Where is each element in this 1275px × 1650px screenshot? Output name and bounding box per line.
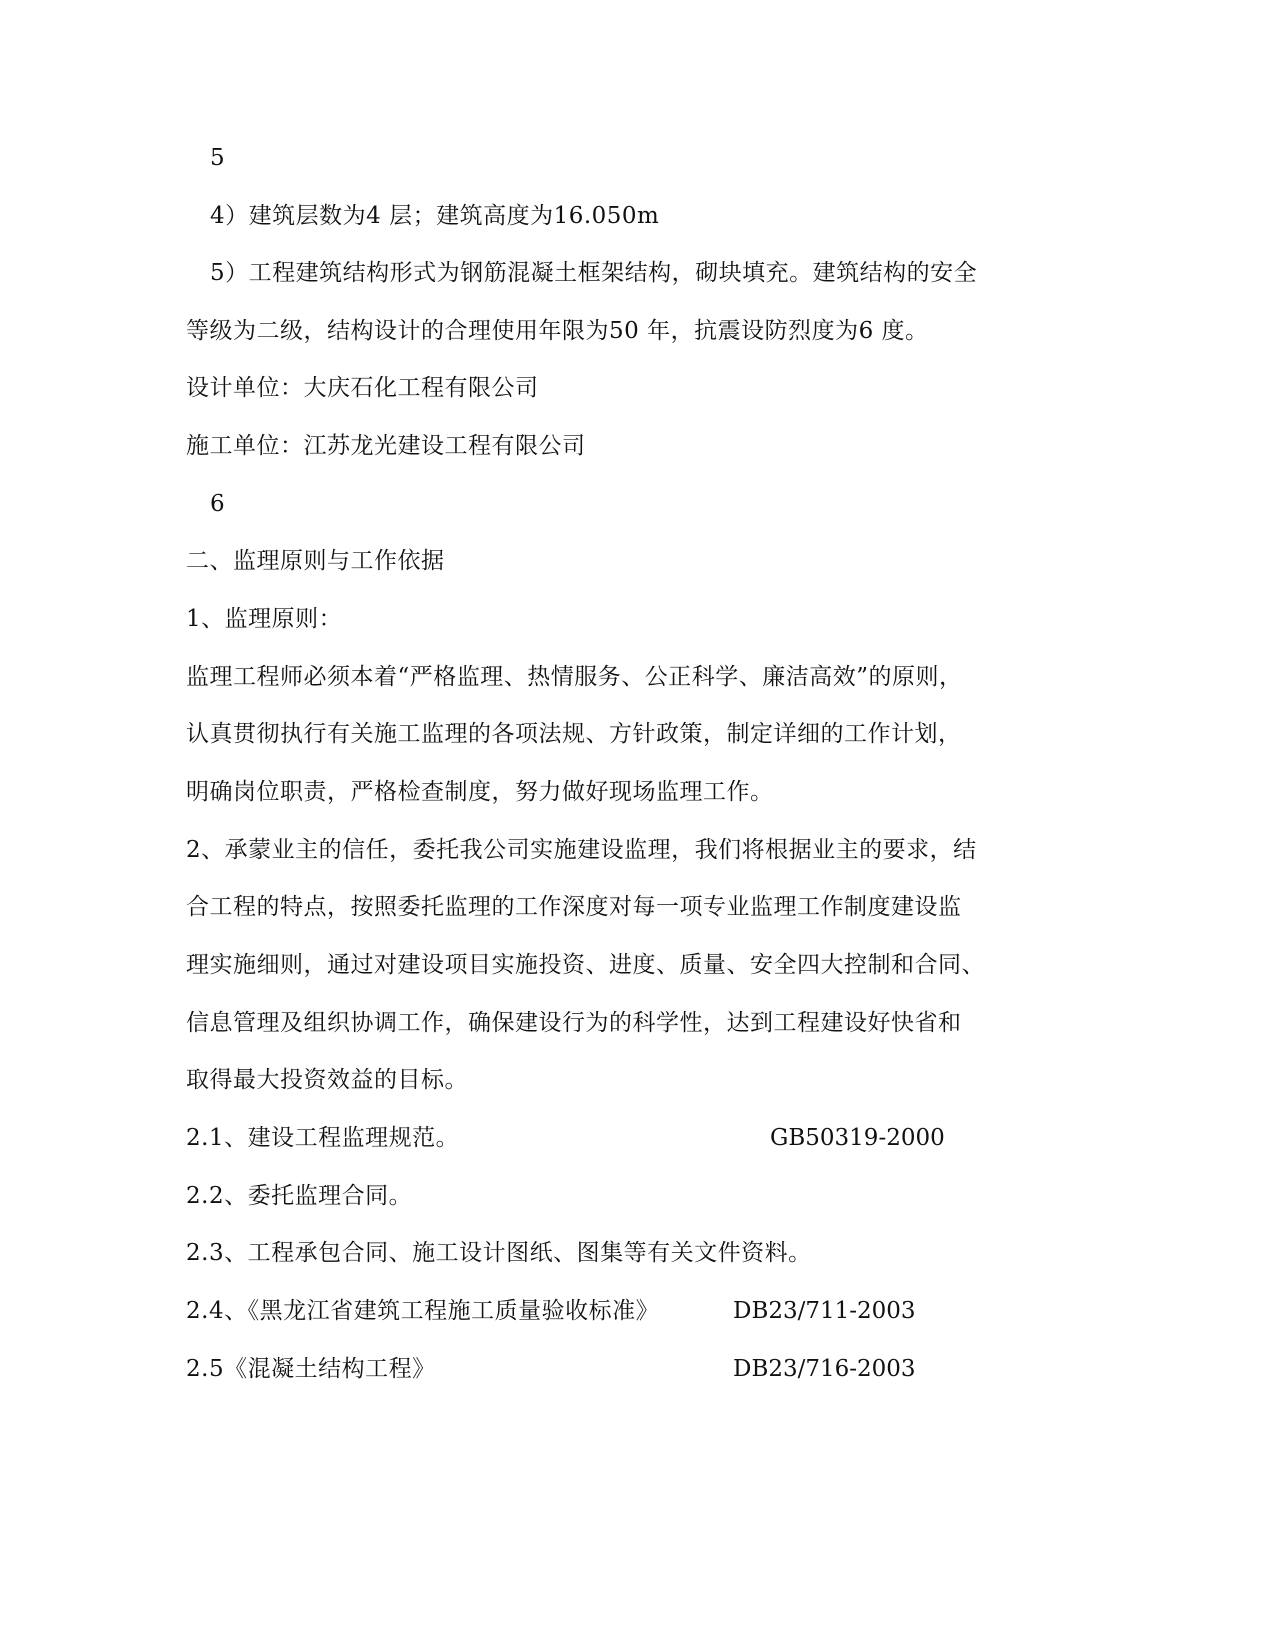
subsection-heading: 1、监理原则： — [186, 606, 343, 632]
section-number: 6 — [210, 491, 226, 517]
reference-item: 2.2、委托监理合同。 — [186, 1183, 413, 1209]
reference-item: 2.1、建设工程监理规范。 — [186, 1125, 460, 1151]
paragraph-line: 施工单位：江苏龙光建设工程有限公司 — [186, 433, 586, 459]
paragraph-line: 2、承蒙业主的信任，委托我公司实施建设监理，我们将根据业主的要求，结 — [186, 837, 977, 863]
paragraph-line: 取得最大投资效益的目标。 — [186, 1067, 468, 1093]
paragraph-line: 等级为二级，结构设计的合理使用年限为50 年，抗震设防烈度为6 度。 — [186, 318, 929, 344]
section-heading: 二、监理原则与工作依据 — [186, 548, 445, 574]
paragraph-line: 信息管理及组织协调工作，确保建设行为的科学性，达到工程建设好快省和 — [186, 1010, 962, 1036]
paragraph-line: 设计单位：大庆石化工程有限公司 — [186, 375, 539, 401]
paragraph-line: 明确岗位职责，严格检查制度，努力做好现场监理工作。 — [186, 779, 774, 805]
reference-code: DB23/716-2003 — [733, 1356, 916, 1382]
paragraph-line: 5）工程建筑结构形式为钢筋混凝土框架结构，砌块填充。建筑结构的安全 — [210, 260, 978, 286]
reference-item: 2.3、工程承包合同、施工设计图纸、图集等有关文件资料。 — [186, 1240, 812, 1266]
reference-code: GB50319-2000 — [770, 1125, 945, 1151]
reference-code: DB23/711-2003 — [733, 1298, 916, 1324]
reference-item: 2.5《混凝土结构工程》 — [186, 1356, 436, 1382]
section-number: 5 — [210, 145, 226, 171]
paragraph-line: 合工程的特点，按照委托监理的工作深度对每一项专业监理工作制度建设监 — [186, 894, 962, 920]
reference-item: 2.4、《黑龙江省建筑工程施工质量验收标准》 — [186, 1298, 660, 1324]
paragraph-line: 认真贯彻执行有关施工监理的各项法规、方针政策，制定详细的工作计划， — [186, 721, 962, 747]
paragraph-line: 监理工程师必须本着“严格监理、热情服务、公正科学、廉洁高效”的原则， — [186, 664, 963, 690]
paragraph-line: 4）建筑层数为4 层；建筑高度为16.050m — [210, 203, 660, 229]
paragraph-line: 理实施细则，通过对建设项目实施投资、进度、质量、安全四大控制和合同、 — [186, 952, 985, 978]
